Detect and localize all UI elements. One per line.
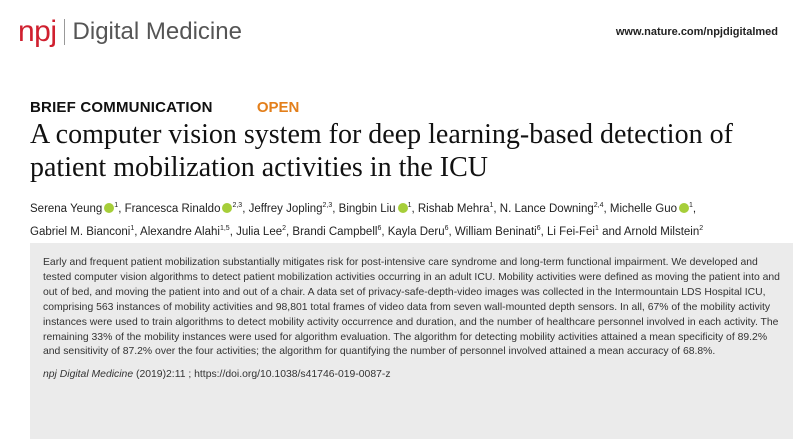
- author[interactable]: [547, 226, 599, 238]
- author[interactable]: [500, 203, 604, 215]
- author-name: Arnold Milstein: [623, 225, 700, 238]
- affiliation-marker: 2,3: [322, 202, 333, 209]
- author[interactable]: [249, 203, 333, 215]
- affiliation-marker: 2: [699, 224, 704, 232]
- author-name: Jeffrey Jopling: [248, 202, 323, 215]
- orcid-icon[interactable]: [679, 203, 689, 213]
- citation: [43, 367, 781, 382]
- affiliation-marker: 1: [489, 202, 494, 209]
- author-name: Michelle Guo: [609, 202, 677, 215]
- affiliation-marker: 1: [407, 202, 412, 209]
- author-name: Gabriel M. Bianconi: [30, 225, 131, 238]
- affiliation-marker: 1: [689, 202, 693, 209]
- affiliation-marker: 1: [130, 224, 135, 232]
- affiliation-marker: 1,5: [219, 224, 230, 232]
- citation-journal: npj Digital Medicine: [43, 369, 134, 381]
- author[interactable]: [125, 203, 243, 215]
- author-name: William Beninati: [454, 225, 537, 238]
- orcid-icon[interactable]: [398, 203, 408, 213]
- logo-divider: [64, 19, 65, 45]
- citation-details[interactable]: (2019)2:11 ; https://doi.org/10.1038/s41746-019-0087-z: [133, 369, 391, 381]
- abstract-text: Early and frequent patient mobilization substantially mitigates risk for post-intensive care syndrome and long-term functional impairment. We developed and tested computer vision algorithms to detect patient mobilization activities occurring in an adult ICU. Mobility activities were defined as moving the patient into and out of bed, and moving the patient into and out of a chair. A data set of privacy-safe-depth-video images was collected in the Intermountain LDS Hospital ICU, comprising 563 instances of mobility activities and 98,801 total frames of video data from seven wall-mounted depth sensors. In all, 67% of the mobility activity instances were used to train algorithms to detect mobility activity occurrence and duration, and the number of healthcare personnel involved in each activity. The remaining 33% of the mobility instances were used for algorithm evaluation. The algorithm for detecting mobility activities attained a mean specificity of 89.2% and sensitivity of 87.2% over the four activities; the algorithm for quantifying the number of personnel involved attained a mean accuracy of 68.8%.: [43, 257, 780, 358]
- author-name: Bingbin Liu: [338, 202, 396, 215]
- author[interactable]: [30, 226, 134, 238]
- author-name: Kayla Deru: [387, 225, 445, 238]
- author-name: Alexandre Alahi: [140, 225, 220, 238]
- author[interactable]: [455, 226, 541, 238]
- author[interactable]: [292, 226, 381, 238]
- article-type-row: [30, 99, 299, 116]
- affiliation-marker: 2,3: [232, 202, 243, 209]
- author-name: Rishab Mehra: [417, 202, 490, 215]
- affiliation-marker: 2,4: [593, 202, 604, 209]
- author[interactable]: [418, 203, 494, 215]
- journal-url[interactable]: www.nature.com/npjdigitalmed: [615, 26, 778, 38]
- affiliation-marker: 6: [536, 224, 541, 232]
- author[interactable]: [388, 226, 449, 238]
- author-name: Li Fei-Fei: [547, 225, 595, 238]
- author[interactable]: [339, 203, 412, 215]
- author-name: Francesca Rinaldo: [124, 202, 221, 215]
- author-name: Serena Yeung: [30, 202, 103, 215]
- npj-logo[interactable]: npj: [18, 15, 57, 48]
- orcid-icon[interactable]: [104, 203, 114, 213]
- journal-header: [18, 12, 242, 52]
- journal-name[interactable]: Digital Medicine: [72, 18, 242, 45]
- author[interactable]: [140, 226, 230, 238]
- affiliation-marker: 1: [114, 202, 119, 209]
- open-access-badge: OPEN: [256, 99, 300, 116]
- author-name: N. Lance Downing: [499, 202, 594, 215]
- author[interactable]: [610, 203, 693, 215]
- author[interactable]: [236, 226, 286, 238]
- author-name: Brandi Campbell: [292, 225, 378, 238]
- abstract-box: [30, 243, 793, 439]
- affiliation-marker: 6: [377, 224, 382, 232]
- author-list: Serena Yeung $^1$, Francesca Rinaldo $^{2,3}$, Jeffrey Jopling$^{2,3}$, Bingbin Liu $^1$, Rishab Mehra$^1$, N. Lance Downing$^{2,4}$, Michelle Guo $^1$, Gabriel M. Bianconi$^1$, Alexandre Alahi$^{1,5}$, Julia Lee$^2$, Brandi Campbell$^6$, Kayla Deru$^6$, William Beninati$^6$, Li Fei-Fei$^1$ and Arnold Milstein$^2$: [30, 202, 704, 238]
- author-name: Julia Lee: [236, 225, 283, 238]
- article-type-label: BRIEF COMMUNICATION: [30, 99, 213, 116]
- affiliation-marker: 1: [594, 224, 599, 232]
- orcid-icon[interactable]: [222, 203, 232, 213]
- author[interactable]: [624, 226, 703, 238]
- affiliation-marker: 2: [282, 224, 287, 232]
- article-title: A computer vision system for deep learning-based detection of patient mobilization activities in the ICU: [30, 119, 733, 183]
- affiliation-marker: 6: [444, 224, 449, 232]
- author[interactable]: [30, 203, 118, 215]
